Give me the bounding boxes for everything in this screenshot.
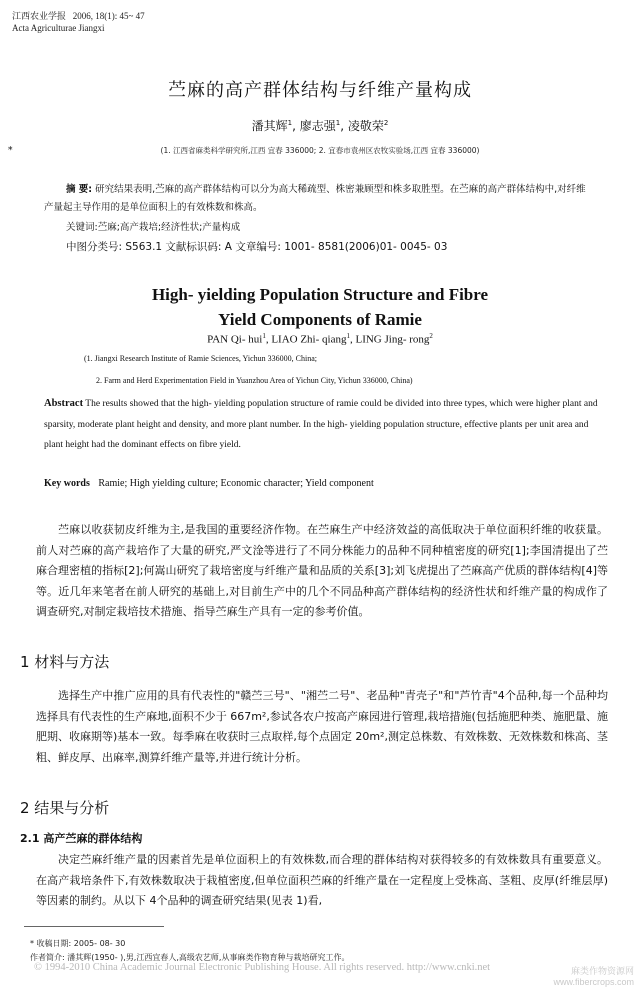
author-cn-3: 凌敬荣	[347, 119, 384, 133]
title-en-line-2: Yield Components of Ramie	[218, 310, 422, 329]
methods-paragraph: 选择生产中推广应用的具有代表性的"赣苎三号"、"湘苎二号"、老品种"青壳子"和"芦竹青"4个品种,每一个品种均选择具有代表性的生产麻地,面积不少于 667m²,参试各农户按高产麻园进行管理,栽培措施(包括施肥种类、施肥量、施肥期、收麻期等)基本一致。每季麻在收获时三点取样,每个点固定 20m²,测定总株数、有效株数、无效株数和株高、茎粗、鲜皮厚、出麻率,测算纤维产量等,并进行统计分析。	[36, 689, 608, 764]
title-en	[0, 282, 640, 332]
affiliation-cn: (1. 江西省麻类科学研究所,江西 宜春 336000; 2. 宜春市袁州区农牧实验场,江西 宜春 336000)	[160, 146, 480, 155]
abstract-en-label: Abstract	[44, 398, 84, 409]
abstract-en-text: The results showed that the high- yielding population structure of ramie could be divided into three types, which were higher plant and sparsity, moderate plant height and density, and more plant number. In the high- yielding population structure, effective plants per unit area and plant height had the dominant effects on fibre yield.	[44, 399, 598, 450]
journal-header	[12, 10, 145, 34]
author-en-1: PAN Qi- hui	[207, 333, 263, 346]
authors-cn: 潘其辉$^1$, 廖志强$^1$, 凌敬荣$^2$	[251, 119, 389, 133]
watermark-line-2: www.fibercrops.com	[553, 977, 634, 987]
footnote-marker: *	[8, 146, 13, 156]
author-en-3-sup: 2	[429, 332, 433, 340]
results-paragraph: 决定苎麻纤维产量的因素首先是单位面积上的有效株数,而合理的群体结构对获得较多的有效株数具有重要意义。在高产栽培条件下,有效株数取决于栽植密度,但单位面积苎麻的纤维产量在一定程度上受株高、茎粗、皮厚(纤维层厚)等因素的制约。从以下 4个品种的调查研究结果(见表 1)看,	[36, 853, 608, 907]
affiliation-en-2: 2. Farm and Herd Experimentation Field in Yuanzhou Area of Yichun City, Yichun 336000, China)	[96, 376, 413, 385]
footnote-author-bio: 作者简介: 潘其辉(1950- ),男,江西宜春人,高级农艺师,从事麻类作物育种与栽培研究工作。	[30, 953, 350, 962]
author-en-3: LING Jing- rong	[355, 333, 430, 346]
intro-paragraph: 苎麻以收获韧皮纤维为主,是我国的重要经济作物。在苎麻生产中经济效益的高低取决于单位面积纤维的收获量。前人对苎麻的高产栽培作了大量的研究,严文淦等进行了不同分株能力的品种不同种植密度的研究[1];李国清提出了苎麻合理密植的指标[2];何嵩山研究了栽培密度与纤维产量和品质的关系[3];刘飞虎提出了苎麻高产优质的群体结构[4]等等。近几年来笔者在前人研究的基础上,对目前生产中的几个不同品种高产群体结构的经济性状和纤维产量的构成作了调查研究,对制定栽培技术措施、指导苎麻生产具有一定的参考价值。	[36, 523, 608, 618]
journal-issue: 2006, 18(1): 45~ 47	[72, 11, 145, 21]
author-cn-1-sup: 1	[287, 119, 293, 127]
footnote-received-date: * 收稿日期: 2005- 08- 30	[30, 939, 126, 948]
site-watermark	[553, 966, 634, 988]
title-cn: 苎麻的高产群体结构与纤维产量构成	[168, 80, 472, 101]
classification-line: 中图分类号: S563.1 文献标识码: A 文章编号: 1001- 8581(2006)01- 0045- 03	[66, 241, 448, 253]
footnote-divider	[24, 926, 164, 927]
keywords-en	[44, 478, 374, 489]
author-cn-2-sup: 1	[335, 119, 341, 127]
author-en-2-sup: 1	[346, 332, 350, 340]
journal-name-en: Acta Agriculturae Jiangxi	[12, 23, 105, 33]
affiliation-en-1: (1. Jiangxi Research Institute of Ramie Sciences, Yichun 336000, China;	[84, 354, 317, 363]
subsection-heading-2-1: 2.1 高产苎麻的群体结构	[20, 832, 143, 845]
keywords-en-label: Key words	[44, 478, 90, 489]
abstract-cn	[44, 181, 592, 217]
keywords-cn: 关键词:苎麻;高产栽培;经济性状;产量构成	[66, 222, 241, 233]
journal-name-cn: 江西农业学报	[12, 11, 67, 21]
title-en-line-1: High- yielding Population Structure and Fibre	[151, 285, 489, 304]
author-en-1-sup: 1	[262, 332, 266, 340]
author-cn-2: 廖志强	[299, 119, 336, 133]
section-heading-1: 1 材料与方法	[20, 653, 110, 671]
author-cn-3-sup: 2	[383, 119, 389, 127]
abstract-cn-label: 摘 要:	[66, 184, 93, 195]
author-en-2: LIAO Zhi- qiang	[271, 333, 347, 346]
authors-en: PAN Qi- hui$^1$, LIAO Zhi- qiang$^1$, LING Jing- rong$^2$	[207, 332, 433, 346]
abstract-en	[44, 394, 604, 456]
copyright-footer: © 1994-2010 China Academic Journal Electronic Publishing House. All rights reserved. http://www.cnki.net	[34, 962, 491, 973]
section-heading-2: 2 结果与分析	[20, 799, 110, 817]
watermark-line-1: 麻类作物资源网	[570, 966, 634, 976]
keywords-en-text: Ramie; High yielding culture; Economic character; Yield component	[98, 478, 374, 489]
abstract-cn-text: 研究结果表明,苎麻的高产群体结构可以分为高大稀疏型、株密兼顾型和株多取胜型。在苎麻的高产群体结构中,对纤维产量起主导作用的是单位面积上的有效株数和株高。	[44, 184, 586, 213]
author-cn-1: 潘其辉	[251, 119, 288, 133]
